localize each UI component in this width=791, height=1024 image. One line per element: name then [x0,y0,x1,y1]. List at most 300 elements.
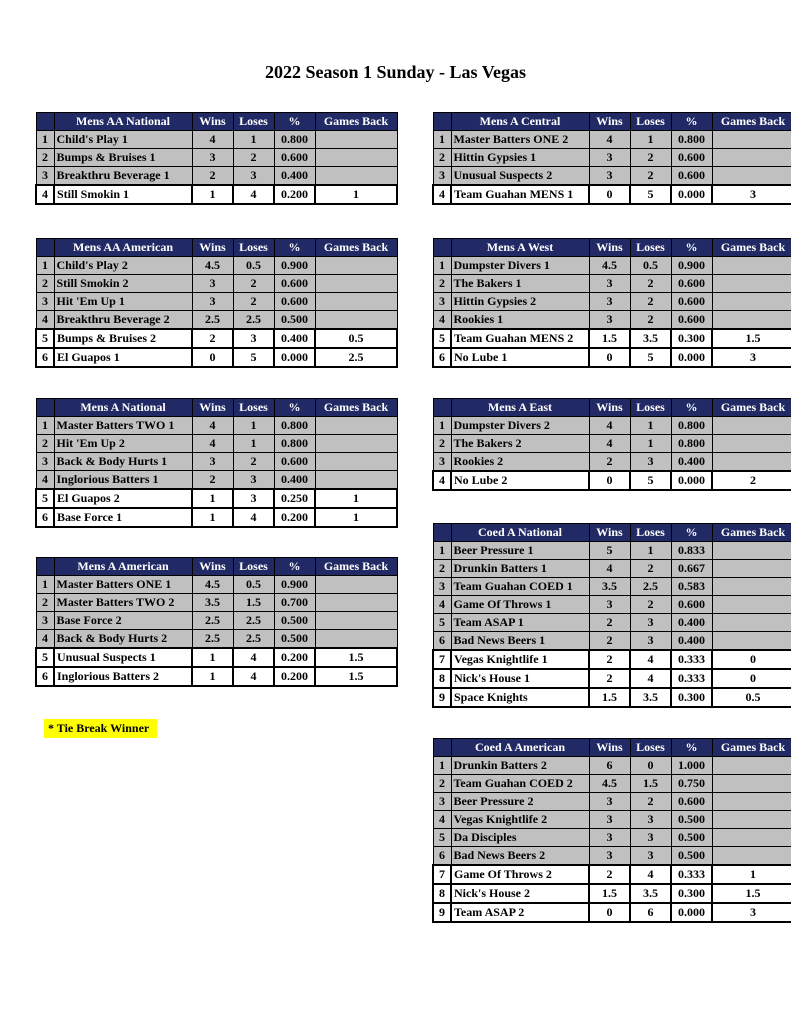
games-back-cell [712,453,791,472]
pct-cell: 0.400 [671,453,712,472]
loses-cell: 5 [630,348,671,367]
games-back-cell: 3 [712,903,791,922]
games-back-cell [712,257,791,275]
team-cell: Hittin Gypsies 2 [451,293,589,311]
loses-cell: 4 [233,185,274,204]
pct-cell: 0.000 [671,471,712,490]
pct-cell: 0.400 [274,471,315,490]
games-back-cell [315,275,397,293]
rank-cell: 3 [36,612,54,630]
pct-cell: 0.400 [671,614,712,632]
loses-cell: 2 [233,275,274,293]
wins-cell: 3 [589,596,630,614]
wins-cell: 4 [192,435,233,453]
games-back-cell [712,435,791,453]
table-row [36,149,397,167]
header-row [433,524,791,542]
games-back-cell [315,149,397,167]
games-back-cell [315,594,397,612]
team-cell: Bumps & Bruises 2 [54,329,192,348]
column-header-pct: % [671,739,712,757]
loses-cell: 2.5 [233,311,274,330]
team-cell: Beer Pressure 2 [451,793,589,811]
column-header-loses: Loses [233,113,274,131]
table-row [36,630,397,649]
loses-cell: 4 [233,667,274,686]
rank-cell: 2 [36,275,54,293]
pct-cell: 0.600 [274,293,315,311]
table-row [433,417,791,435]
table-coed-a-national [432,523,791,708]
team-cell: Team ASAP 2 [451,903,589,922]
rank-cell: 6 [433,632,451,651]
games-back-cell [712,614,791,632]
team-cell: El Guapos 2 [54,489,192,508]
team-cell: Breakthru Beverage 1 [54,167,192,186]
team-cell: Master Batters TWO 2 [54,594,192,612]
wins-cell: 3 [589,811,630,829]
table-row [36,453,397,471]
corner-cell [433,113,451,131]
games-back-cell: 0 [712,669,791,688]
column-header-wins: Wins [589,739,630,757]
rank-cell: 6 [433,348,451,367]
games-back-cell: 0 [712,650,791,669]
table-row [433,131,791,149]
pct-cell: 0.500 [274,612,315,630]
games-back-cell [712,275,791,293]
games-back-cell [315,293,397,311]
team-cell: Child's Play 2 [54,257,192,275]
wins-cell: 3.5 [589,578,630,596]
column-header-wins: Wins [589,524,630,542]
team-cell: Master Batters ONE 2 [451,131,589,149]
pct-cell: 0.500 [274,311,315,330]
team-cell: Hit 'Em Up 2 [54,435,192,453]
loses-cell: 1.5 [233,594,274,612]
games-back-cell [712,167,791,186]
table-title: Mens A West [451,239,589,257]
loses-cell: 2 [630,167,671,186]
team-cell: Inglorious Batters 2 [54,667,192,686]
rank-cell: 6 [36,348,54,367]
pct-cell: 0.333 [671,669,712,688]
rank-cell: 2 [433,149,451,167]
pct-cell: 0.583 [671,578,712,596]
header-row [433,739,791,757]
rank-cell: 1 [433,757,451,775]
loses-cell: 0 [630,757,671,775]
table-row [36,594,397,612]
pct-cell: 0.333 [671,865,712,884]
table-mens-a-west [432,238,791,368]
loses-cell: 4 [630,650,671,669]
table-row [433,435,791,453]
table-row [36,311,397,330]
corner-cell [36,558,54,576]
wins-cell: 2 [192,329,233,348]
wins-cell: 4.5 [589,775,630,793]
column-header-loses: Loses [630,113,671,131]
team-cell: Game Of Throws 2 [451,865,589,884]
rank-cell: 5 [433,614,451,632]
pct-cell: 0.000 [274,348,315,367]
wins-cell: 0 [589,185,630,204]
pct-cell: 0.200 [274,185,315,204]
column-header-pct: % [671,524,712,542]
rank-cell: 1 [36,131,54,149]
games-back-cell [712,829,791,847]
table-row [433,793,791,811]
wins-cell: 4 [589,435,630,453]
pct-cell: 0.300 [671,329,712,348]
table-row [433,596,791,614]
games-back-cell [315,612,397,630]
pct-cell: 0.500 [671,811,712,829]
pct-cell: 0.600 [671,275,712,293]
loses-cell: 3 [233,167,274,186]
games-back-cell: 3 [712,348,791,367]
pct-cell: 0.000 [671,185,712,204]
games-back-cell: 1.5 [315,648,397,667]
games-back-cell [315,435,397,453]
table-row [433,650,791,669]
pct-cell: 0.400 [274,329,315,348]
games-back-cell: 1 [315,489,397,508]
loses-cell: 2.5 [233,630,274,649]
games-back-cell [712,596,791,614]
table-mens-a-east [432,398,791,491]
wins-cell: 1.5 [589,884,630,903]
table-row [433,453,791,472]
wins-cell: 4 [192,131,233,149]
loses-cell: 2 [630,793,671,811]
table-row [433,578,791,596]
loses-cell: 4 [233,508,274,527]
pct-cell: 0.600 [671,293,712,311]
table-row [433,257,791,275]
wins-cell: 0 [192,348,233,367]
table-mens-a-american [35,557,398,687]
loses-cell: 5 [630,185,671,204]
pct-cell: 0.800 [274,417,315,435]
games-back-cell [712,417,791,435]
games-back-cell: 1 [315,185,397,204]
column-header-pct: % [274,558,315,576]
team-cell: Space Knights [451,688,589,707]
team-cell: Master Batters ONE 1 [54,576,192,594]
column-header-games-back: Games Back [712,524,791,542]
rank-cell: 4 [433,311,451,330]
rank-cell: 5 [433,329,451,348]
header-row [433,239,791,257]
team-cell: Bad News Beers 1 [451,632,589,651]
table-row [433,811,791,829]
team-cell: Beer Pressure 1 [451,542,589,560]
tie-break-note: * Tie Break Winner [44,719,157,738]
wins-cell: 2 [589,650,630,669]
table-row [36,131,397,149]
wins-cell: 3 [589,275,630,293]
loses-cell: 5 [630,471,671,490]
loses-cell: 2 [630,311,671,330]
team-cell: Bad News Beers 2 [451,847,589,866]
team-cell: Vegas Knightlife 1 [451,650,589,669]
pct-cell: 0.600 [671,167,712,186]
column-header-loses: Loses [233,399,274,417]
loses-cell: 1 [630,542,671,560]
pct-cell: 0.500 [274,630,315,649]
loses-cell: 3 [630,632,671,651]
wins-cell: 3.5 [192,594,233,612]
column-header-loses: Loses [630,524,671,542]
table-row [433,542,791,560]
pct-cell: 0.900 [671,257,712,275]
pct-cell: 0.600 [671,793,712,811]
pct-cell: 0.500 [671,829,712,847]
loses-cell: 0.5 [233,576,274,594]
games-back-cell [712,811,791,829]
table-row [433,829,791,847]
team-cell: The Bakers 2 [451,435,589,453]
rank-cell: 2 [36,594,54,612]
pct-cell: 0.900 [274,257,315,275]
pct-cell: 0.200 [274,667,315,686]
rank-cell: 6 [36,508,54,527]
table-row [36,185,397,204]
rank-cell: 1 [36,417,54,435]
wins-cell: 2 [589,453,630,472]
loses-cell: 1 [233,435,274,453]
loses-cell: 2 [630,275,671,293]
table-row [433,329,791,348]
team-cell: Still Smokin 2 [54,275,192,293]
wins-cell: 3 [589,793,630,811]
table-title: Coed A National [451,524,589,542]
table-title: Mens A East [451,399,589,417]
games-back-cell [712,578,791,596]
header-row [433,113,791,131]
wins-cell: 0 [589,471,630,490]
pct-cell: 0.800 [671,131,712,149]
table-row [433,471,791,490]
wins-cell: 1 [192,648,233,667]
games-back-cell [315,453,397,471]
pct-cell: 0.400 [671,632,712,651]
rank-cell: 1 [433,542,451,560]
table-row [36,508,397,527]
wins-cell: 4 [192,417,233,435]
table-row [36,167,397,186]
rank-cell: 4 [433,471,451,490]
column-header-wins: Wins [589,113,630,131]
table-mens-aa-national [35,112,398,205]
wins-cell: 3 [589,829,630,847]
rank-cell: 4 [36,630,54,649]
team-cell: Da Disciples [451,829,589,847]
table-row [36,471,397,490]
table-title: Mens AA National [54,113,192,131]
team-cell: Base Force 2 [54,612,192,630]
pct-cell: 0.200 [274,648,315,667]
games-back-cell [315,257,397,275]
team-cell: Team Guahan MENS 1 [451,185,589,204]
header-row [36,399,397,417]
games-back-cell: 2.5 [315,348,397,367]
column-header-wins: Wins [589,399,630,417]
corner-cell [433,399,451,417]
wins-cell: 2.5 [192,311,233,330]
wins-cell: 1 [192,489,233,508]
wins-cell: 4.5 [192,576,233,594]
column-header-games-back: Games Back [315,399,397,417]
table-row [433,293,791,311]
rank-cell: 3 [433,453,451,472]
table-row [433,560,791,578]
team-cell: Bumps & Bruises 1 [54,149,192,167]
games-back-cell [712,311,791,330]
team-cell: Nick's House 1 [451,669,589,688]
games-back-cell: 2 [712,471,791,490]
rank-cell: 3 [433,578,451,596]
games-back-cell [712,757,791,775]
team-cell: Nick's House 2 [451,884,589,903]
team-cell: Breakthru Beverage 2 [54,311,192,330]
rank-cell: 3 [433,793,451,811]
wins-cell: 1.5 [589,688,630,707]
page-title: 2022 Season 1 Sunday - Las Vegas [264,62,527,82]
loses-cell: 1 [233,131,274,149]
loses-cell: 3 [630,614,671,632]
wins-cell: 3 [192,293,233,311]
team-cell: Team Guahan COED 1 [451,578,589,596]
pct-cell: 0.600 [274,453,315,471]
column-header-wins: Wins [589,239,630,257]
wins-cell: 2 [192,167,233,186]
corner-cell [433,739,451,757]
rank-cell: 3 [36,167,54,186]
loses-cell: 6 [630,903,671,922]
wins-cell: 3 [192,275,233,293]
table-row [433,847,791,866]
rank-cell: 4 [433,185,451,204]
rank-cell: 3 [433,293,451,311]
wins-cell: 6 [589,757,630,775]
team-cell: Rookies 2 [451,453,589,472]
pct-cell: 0.667 [671,560,712,578]
pct-cell: 0.833 [671,542,712,560]
loses-cell: 3.5 [630,884,671,903]
header-row [433,399,791,417]
table-row [433,614,791,632]
column-header-wins: Wins [192,399,233,417]
wins-cell: 1 [192,508,233,527]
rank-cell: 4 [36,311,54,330]
team-cell: The Bakers 1 [451,275,589,293]
team-cell: No Lube 1 [451,348,589,367]
column-header-games-back: Games Back [712,739,791,757]
loses-cell: 3 [630,847,671,866]
games-back-cell: 1.5 [712,329,791,348]
rank-cell: 8 [433,884,451,903]
wins-cell: 2 [589,865,630,884]
table-row [36,648,397,667]
column-header-games-back: Games Back [315,558,397,576]
team-cell: Rookies 1 [451,311,589,330]
pct-cell: 1.000 [671,757,712,775]
table-row [433,275,791,293]
column-header-loses: Loses [630,239,671,257]
column-header-games-back: Games Back [712,399,791,417]
table-row [433,149,791,167]
loses-cell: 3 [233,471,274,490]
column-header-games-back: Games Back [315,239,397,257]
rank-cell: 4 [36,471,54,490]
column-header-pct: % [671,399,712,417]
table-row [36,417,397,435]
games-back-cell: 3 [712,185,791,204]
wins-cell: 4.5 [192,257,233,275]
games-back-cell: 1.5 [315,667,397,686]
loses-cell: 2 [630,560,671,578]
pct-cell: 0.800 [671,435,712,453]
rank-cell: 9 [433,903,451,922]
table-row [433,688,791,707]
pct-cell: 0.400 [274,167,315,186]
rank-cell: 3 [36,293,54,311]
column-header-pct: % [274,399,315,417]
column-header-pct: % [274,239,315,257]
rank-cell: 2 [433,435,451,453]
column-header-games-back: Games Back [712,113,791,131]
games-back-cell [315,417,397,435]
pct-cell: 0.600 [671,311,712,330]
team-cell: Game Of Throws 1 [451,596,589,614]
team-cell: Still Smokin 1 [54,185,192,204]
team-cell: El Guapos 1 [54,348,192,367]
column-header-pct: % [671,113,712,131]
games-back-cell: 0.5 [712,688,791,707]
table-mens-a-central [432,112,791,205]
pct-cell: 0.750 [671,775,712,793]
pct-cell: 0.500 [671,847,712,866]
team-cell: Base Force 1 [54,508,192,527]
loses-cell: 5 [233,348,274,367]
table-coed-a-american [432,738,791,923]
table-row [433,865,791,884]
games-back-cell: 0.5 [315,329,397,348]
team-cell: Vegas Knightlife 2 [451,811,589,829]
wins-cell: 3 [589,149,630,167]
table-mens-a-national [35,398,398,528]
rank-cell: 9 [433,688,451,707]
table-row [433,775,791,793]
team-cell: Dumpster Divers 2 [451,417,589,435]
rank-cell: 1 [433,257,451,275]
wins-cell: 0 [589,903,630,922]
loses-cell: 1 [233,417,274,435]
pct-cell: 0.333 [671,650,712,669]
table-row [433,185,791,204]
column-header-pct: % [274,113,315,131]
team-cell: Child's Play 1 [54,131,192,149]
rank-cell: 1 [433,417,451,435]
games-back-cell [712,632,791,651]
wins-cell: 0 [589,348,630,367]
team-cell: Team Guahan COED 2 [451,775,589,793]
table-title: Coed A American [451,739,589,757]
team-cell: Inglorious Batters 1 [54,471,192,490]
